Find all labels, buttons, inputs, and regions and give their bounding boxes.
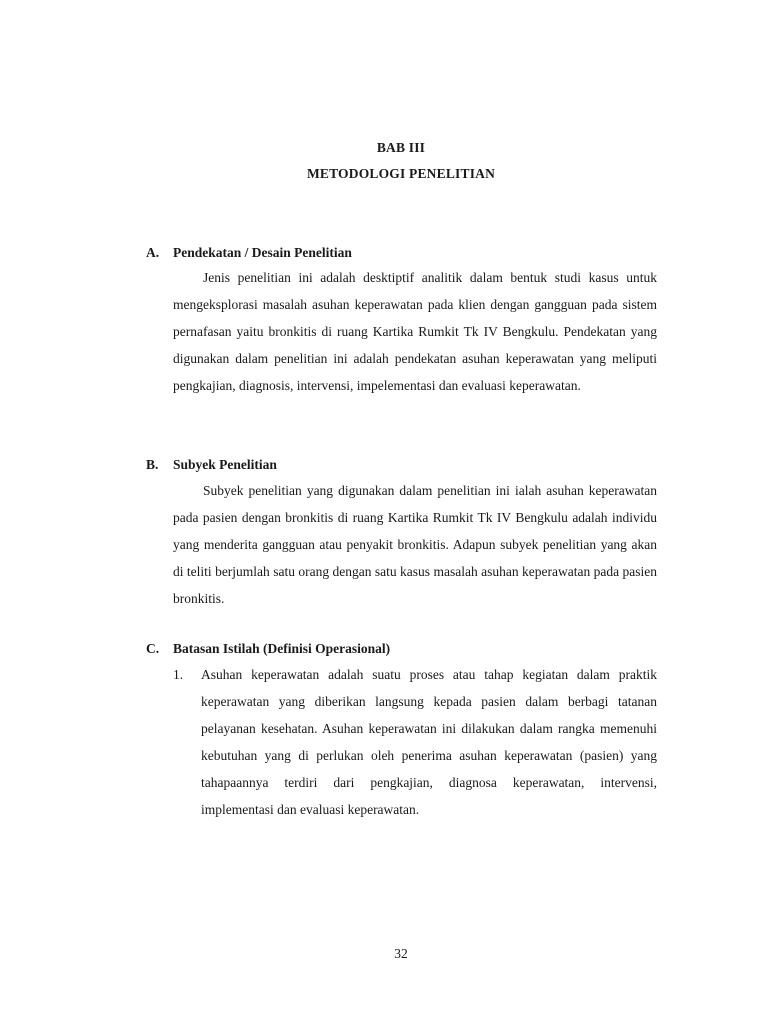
section-title-b: Subyek Penelitian (173, 457, 277, 472)
chapter-title: METODOLOGI PENELITIAN (306, 166, 496, 181)
section-title-c: Batasan Istilah (Definisi Operasional) (173, 641, 391, 656)
section-paragraph-a: Jenis penelitian ini adalah desktiptif analitik dalam bentuk studi kasus untuk mengeksplorasi masalah asuhan keperawatan pada klien dengan gangguan pada sistem pernafasan yaitu bronkitis di ruang Kartika Rumkit Tk IV Bengkulu. Pendekatan yang digunakan dalam penelitian ini adalah pendekatan asuhan keperawatan yang meliputi pengkajian, diagnosis, intervensi, impelementasi dan evaluasi keperawatan. (173, 270, 657, 393)
list-item (173, 662, 657, 823)
page-number: 32 (394, 946, 408, 961)
section-letter-a: A. (146, 245, 160, 260)
list-item-number: 1. (173, 667, 184, 682)
section-heading-a (146, 245, 352, 261)
chapter-number: BAB III (376, 140, 426, 155)
list-item-text: Asuhan keperawatan adalah suatu proses atau tahap kegiatan dalam praktik keperawatan yang diberikan langsung kepada pasien dalam berbagi tatanan pelayanan kesehatan. Asuhan keperawatan ini dilakukan dalam rangka memenuhi kebutuhan yang di perlukan oleh penerima asuhan keperawatan (pasien) yang tahapaannya terdiri dari pengkajian, diagnosa keperawatan, intervensi, implementasi dan evaluasi keperawatan. (201, 667, 657, 817)
section-paragraph-b: Subyek penelitian yang digunakan dalam penelitian ini ialah asuhan keperawatan pada pasien dengan bronkitis di ruang Kartika Rumkit Tk IV Bengkulu adalah individu yang menderita gangguan atau penyakit bronkitis. Adapun subyek penelitian yang akan di teliti berjumlah satu orang dengan satu kasus masalah asuhan keperawatan pada pasien bronkitis. (173, 483, 657, 606)
section-heading-b (146, 457, 277, 473)
section-letter-b: B. (146, 457, 159, 472)
section-title-a: Pendekatan / Desain Penelitian (173, 245, 352, 260)
section-letter-c: C. (146, 641, 160, 656)
section-heading-c (146, 641, 390, 657)
